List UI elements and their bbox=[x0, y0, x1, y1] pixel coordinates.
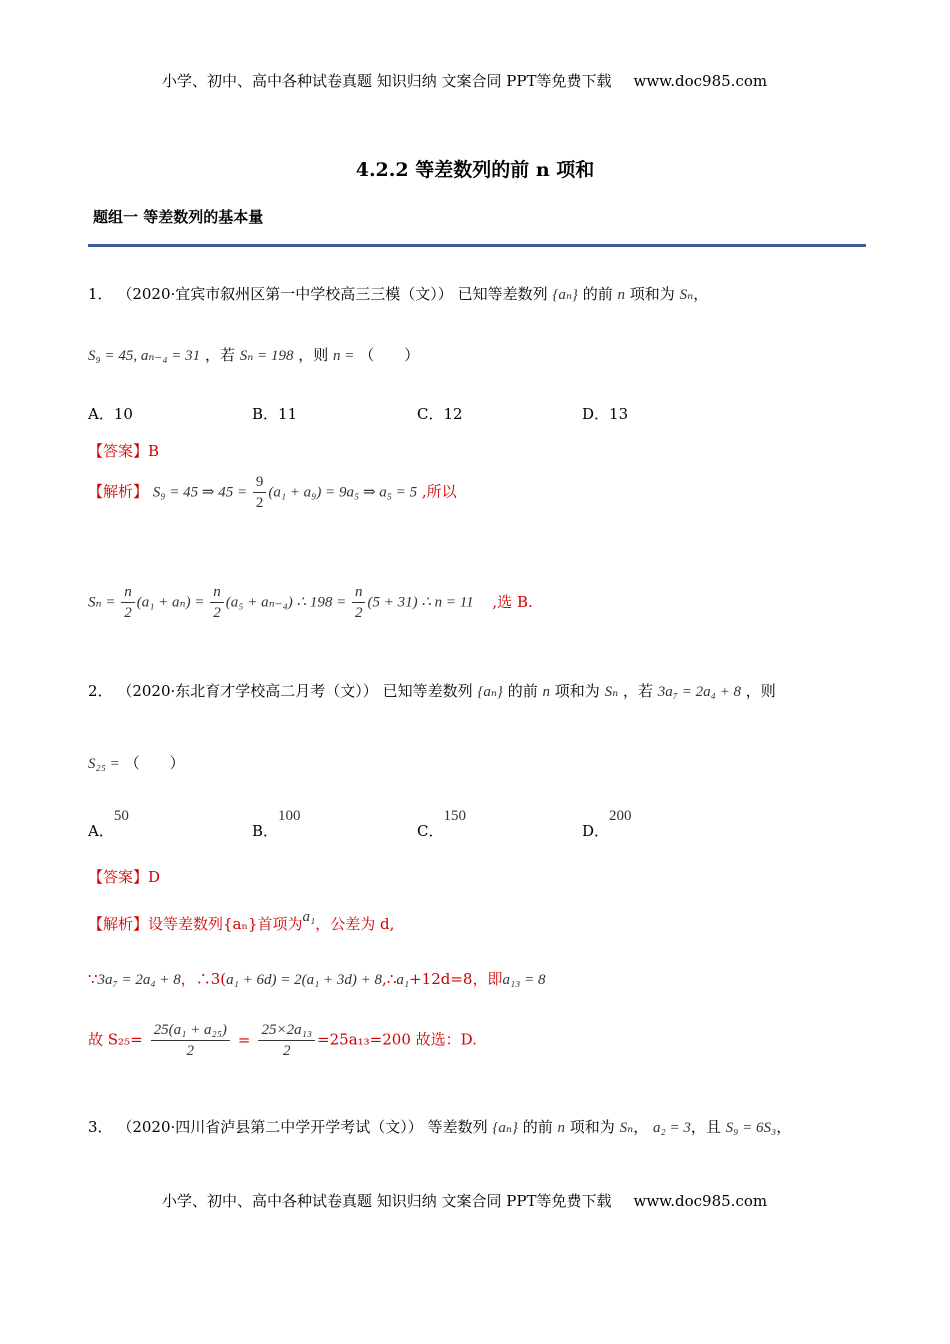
q1-option-d[interactable]: D．13 bbox=[582, 405, 629, 423]
q3-stem-b: 的前 bbox=[522, 1118, 553, 1136]
q1-conditions bbox=[88, 344, 419, 365]
q1-analysis-line2 bbox=[88, 582, 533, 623]
q2-n: n bbox=[542, 684, 551, 700]
header-text: 小学、初中、高中各种试卷真题 知识归纳 文案合同 PPT等免费下载 bbox=[162, 72, 612, 90]
q2-option-c-label: C． bbox=[417, 822, 444, 840]
q3-source: （2020·四川省泸县第二中学开学考试（文）） bbox=[117, 1118, 423, 1136]
q1-stem-c: 项和为 bbox=[629, 285, 675, 303]
q2-answer-value: D bbox=[148, 868, 161, 886]
q1-stem bbox=[88, 283, 708, 304]
q1-frac-num: 9 bbox=[253, 472, 267, 493]
q2-rest: +12d=8，即 bbox=[409, 970, 503, 988]
q1-choose: ,选 B. bbox=[492, 592, 533, 611]
q2-stem-a: 已知等差数列 bbox=[382, 682, 473, 700]
q2-answer bbox=[88, 866, 160, 887]
section-divider bbox=[88, 244, 866, 247]
q1-l2-frac2-den: 2 bbox=[213, 605, 221, 621]
q1-so: ,所以 bbox=[421, 482, 457, 501]
q1-cond: S₉ = 45, aₙ₋₄ = 31 bbox=[88, 348, 201, 364]
q2-cond: 3a₇ = 2a₄ + 8 bbox=[657, 684, 741, 700]
q1-l2-c: (a₅ + aₙ₋₄) ∴ 198 = bbox=[225, 594, 350, 611]
q1-l2-frac3-den: 2 bbox=[354, 605, 363, 621]
footer-text: 小学、初中、高中各种试卷真题 知识归纳 文案合同 PPT等免费下载 bbox=[162, 1192, 612, 1210]
q1-eq-part1: S₉ = 45 ⇒ 45 = bbox=[152, 484, 251, 501]
q2-analysis-line1 bbox=[88, 909, 395, 934]
q2-option-d-label: D． bbox=[582, 822, 610, 840]
q1-answer-value: B bbox=[148, 442, 160, 460]
q2-analysis-line2 bbox=[88, 968, 546, 989]
q2-stem-c: 项和为 bbox=[554, 682, 600, 700]
q3-stem-end: ， bbox=[776, 1118, 792, 1136]
q1-l2-frac3-num: n bbox=[352, 582, 366, 603]
footer-url[interactable]: www.doc985.com bbox=[633, 1192, 768, 1210]
q2-stem-e: ，则 bbox=[745, 682, 776, 700]
q1-ask: n = bbox=[333, 348, 355, 364]
q2-eq2: a₁ + 6d) = 2(a₁ + 3d) + 8 bbox=[226, 972, 383, 988]
q1-l2-frac2 bbox=[210, 582, 224, 623]
q2-option-a-value: 50 bbox=[113, 808, 129, 824]
q3-sn: Sₙ bbox=[619, 1120, 634, 1136]
q1-sn: Sₙ bbox=[679, 287, 694, 303]
q2-stem-d: ，若 bbox=[622, 682, 653, 700]
q3-seq: {aₙ} bbox=[492, 1120, 518, 1136]
q2-stem bbox=[88, 680, 776, 701]
q2-answer-label: 【答案】 bbox=[88, 868, 149, 886]
q1-number: 1． bbox=[88, 285, 113, 303]
q2-l3-eq: = bbox=[237, 1030, 251, 1049]
q2-eq1: 3a₇ = 2a₄ + 8 bbox=[97, 972, 181, 988]
q2-therefore: ，∴3( bbox=[180, 970, 227, 988]
q2-therefore2: ,∴ bbox=[382, 970, 397, 988]
q3-cond: a₂ = 3 bbox=[652, 1120, 691, 1136]
q3-stem-e: ，且 bbox=[690, 1118, 721, 1136]
q1-l2-frac1-den: 2 bbox=[124, 605, 132, 621]
q2-option-a[interactable] bbox=[88, 804, 129, 840]
q2-option-d[interactable] bbox=[582, 804, 632, 840]
q1-l2-b: (a₁ + aₙ) = bbox=[136, 594, 209, 611]
q3-stem bbox=[88, 1116, 791, 1137]
page-header bbox=[162, 70, 767, 91]
q1-source: （2020·宜宾市叙州区第一中学校高三三模（文）） bbox=[117, 285, 453, 303]
q2-seq: {aₙ} bbox=[477, 684, 503, 700]
q1-l2-a: Sₙ = bbox=[88, 594, 120, 611]
q3-number: 3． bbox=[88, 1118, 113, 1136]
q1-frac-den: 2 bbox=[255, 495, 264, 511]
q2-l3-frac1-num: 25(a₁ + a₂₅) bbox=[151, 1020, 230, 1041]
page-footer bbox=[162, 1190, 767, 1211]
q1-l2-frac1-num: n bbox=[121, 582, 135, 603]
page-title: 4.2.2 等差数列的前 n 项和 bbox=[355, 159, 595, 181]
q2-a1: a₁ bbox=[302, 909, 316, 925]
q2-option-c-value: 150 bbox=[443, 808, 466, 824]
q2-ask-line bbox=[88, 752, 185, 773]
q1-option-b[interactable]: B．11 bbox=[252, 405, 298, 423]
q1-stem-b: 的前 bbox=[582, 285, 613, 303]
q1-stem-end: ， bbox=[693, 285, 709, 303]
q1-seq: {aₙ} bbox=[552, 287, 578, 303]
q2-source: （2020·东北育才学校高二月考（文）） bbox=[117, 682, 378, 700]
q1-answer-label: 【答案】 bbox=[88, 442, 149, 460]
q2-option-c[interactable] bbox=[417, 804, 466, 840]
q2-l3-frac2-num: 25×2a₁₃ bbox=[258, 1020, 315, 1041]
q1-eq-part2: (a₁ + a₉) = 9a₅ ⇒ a₅ = 5 bbox=[268, 484, 418, 501]
q2-sn: Sₙ bbox=[604, 684, 619, 700]
q1-l2-d: (5 + 31) ∴ n = 11 bbox=[367, 594, 474, 611]
q2-option-d-value: 200 bbox=[609, 808, 632, 824]
q1-l2-frac3 bbox=[352, 582, 366, 623]
q2-option-b-value: 100 bbox=[278, 808, 301, 824]
q1-answer bbox=[88, 440, 159, 461]
q2-a1-2: a₁ bbox=[396, 972, 410, 988]
q2-stem-b: 的前 bbox=[507, 682, 538, 700]
q2-ask: S₂₅ = bbox=[88, 756, 120, 772]
q2-analysis-text: 设等差数列{aₙ}首项为 bbox=[148, 915, 303, 933]
q1-n: n bbox=[617, 287, 626, 303]
q2-because: ∵ bbox=[88, 970, 98, 988]
q1-l2-frac2-num: n bbox=[210, 582, 224, 603]
q2-l3-prefix: 故 S₂₅= bbox=[88, 1030, 143, 1049]
header-url[interactable]: www.doc985.com bbox=[633, 72, 768, 90]
q1-analysis-label: 【解析】 bbox=[88, 482, 149, 501]
q2-l3-frac1 bbox=[151, 1020, 230, 1061]
q3-stem-d: ， bbox=[633, 1118, 649, 1136]
q1-then: ，则 bbox=[298, 346, 329, 364]
q1-paren: （ ） bbox=[359, 346, 420, 364]
q2-analysis-line3 bbox=[88, 1020, 477, 1061]
group-title: 题组一 等差数列的基本量 bbox=[93, 208, 264, 226]
q2-number: 2． bbox=[88, 682, 113, 700]
q2-l3-frac2-den: 2 bbox=[283, 1043, 291, 1059]
q3-stem-c: 项和为 bbox=[569, 1118, 615, 1136]
q2-analysis-text2: ，公差为 d, bbox=[315, 915, 395, 933]
q2-l3-frac1-den: 2 bbox=[186, 1043, 195, 1059]
q3-stem-a: 等差数列 bbox=[427, 1118, 488, 1136]
q1-if: ，若 bbox=[204, 346, 235, 364]
q1-frac bbox=[253, 472, 267, 513]
q2-a13: a₁₃ = 8 bbox=[502, 972, 546, 988]
q3-cond2: S₉ = 6S₃ bbox=[725, 1120, 777, 1136]
q1-cond2: Sₙ = 198 bbox=[239, 348, 294, 364]
q2-option-a-label: A． bbox=[88, 822, 114, 840]
q1-l2-frac1 bbox=[121, 582, 135, 623]
q1-option-c[interactable]: C．12 bbox=[417, 405, 463, 423]
q2-option-b[interactable] bbox=[252, 804, 301, 840]
q3-n: n bbox=[557, 1120, 566, 1136]
q1-option-a[interactable]: A．10 bbox=[88, 405, 133, 423]
q2-l3-frac2 bbox=[258, 1020, 315, 1061]
q1-analysis-line1 bbox=[88, 472, 457, 513]
q2-option-b-label: B． bbox=[252, 822, 279, 840]
q2-l3-suffix: =25a₁₃=200 故选：D. bbox=[317, 1030, 477, 1049]
q1-stem-a: 已知等差数列 bbox=[457, 285, 548, 303]
q2-analysis-label: 【解析】 bbox=[88, 915, 149, 933]
q2-paren: （ ） bbox=[124, 754, 185, 772]
